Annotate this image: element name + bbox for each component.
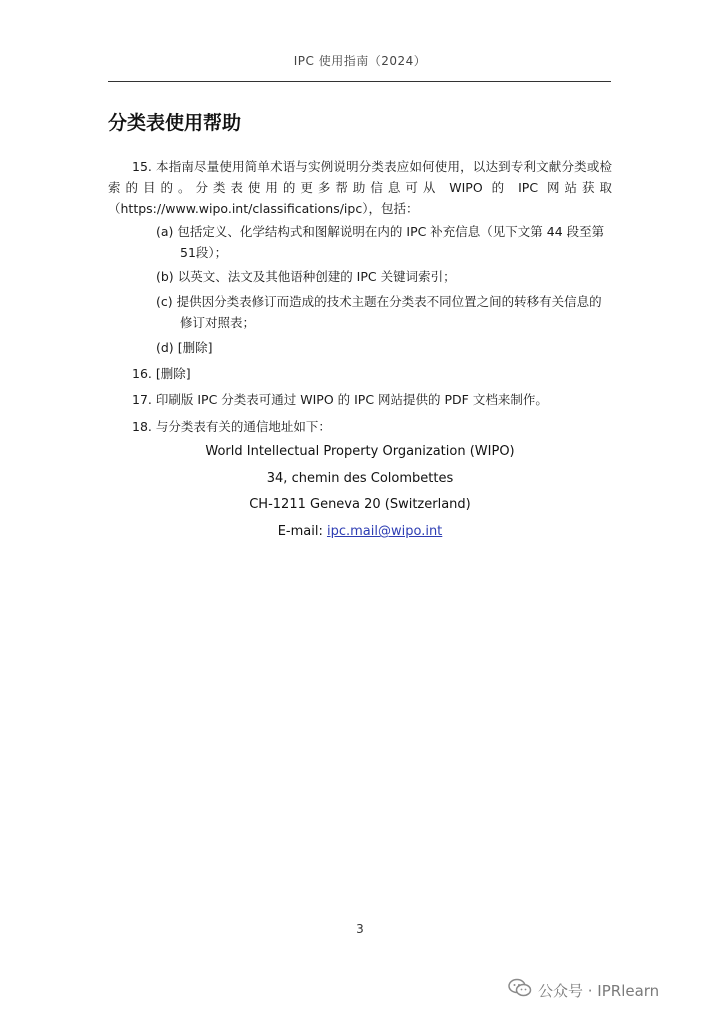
paragraph-text: [删除] (155, 366, 191, 381)
address-email (0, 522, 720, 542)
list-item-d (156, 337, 612, 358)
watermark (508, 979, 659, 1001)
paragraph-15 (108, 156, 612, 219)
paragraph-text: 本指南尽量使用简单术语与实例说明分类表应如何使用，以达到专利文献分类或检索的目的。分类表使用的更多帮助信息可从 WIPO 的 IPC 网站获取（https://www.wipo.int/classifications/ipc），包括： (108, 159, 612, 216)
email-link[interactable]: ipc.mail@wipo.int (326, 524, 443, 539)
wechat-icon (508, 978, 538, 1002)
email-label: E-mail: (277, 524, 327, 539)
list-item-text: [删除] (177, 340, 213, 355)
paragraph-number: 15. (132, 159, 152, 174)
page-number: 3 (356, 922, 364, 936)
paragraph-16 (108, 363, 612, 384)
header-rule (108, 81, 611, 82)
paragraph-text: 与分类表有关的通信地址如下： (155, 419, 331, 434)
list-item-label: (b) (156, 269, 174, 284)
list-item-label: (d) (156, 340, 174, 355)
list-item-text: 提供因分类表修订而造成的技术主题在分类表不同位置之间的转移有关信息的修订对照表； (176, 294, 602, 330)
list-item-label: (c) (156, 294, 173, 309)
running-header: IPC 使用指南（2024） (293, 54, 427, 68)
list-item-a (156, 221, 612, 263)
watermark-text: 公众号 · IPRlearn (538, 981, 660, 1000)
list-item-text: 包括定义、化学结构式和图解说明在内的 IPC 补充信息（见下文第 44 段至第51段）； (177, 224, 605, 260)
list-item-label: (a) (156, 224, 174, 239)
list-item-b (156, 266, 612, 287)
paragraph-number: 18. (132, 419, 152, 434)
list-item-c (156, 291, 612, 333)
address-street: 34, chemin des Colombettes (266, 471, 454, 486)
paragraph-text: 印刷版 IPC 分类表可通过 WIPO 的 IPC 网站提供的 PDF 文档来制作。 (155, 392, 548, 407)
paragraph-number: 17. (132, 392, 152, 407)
paragraph-17 (108, 389, 612, 410)
list-item-text: 以英文、法文及其他语种创建的 IPC 关键词索引； (177, 269, 456, 284)
paragraph-18 (108, 416, 612, 437)
paragraph-number: 16. (132, 366, 152, 381)
address-organization: World Intellectual Property Organization (WIPO) (205, 444, 515, 459)
address-city: CH-1211 Geneva 20 (Switzerland) (249, 497, 471, 512)
section-title: 分类表使用帮助 (108, 112, 242, 134)
